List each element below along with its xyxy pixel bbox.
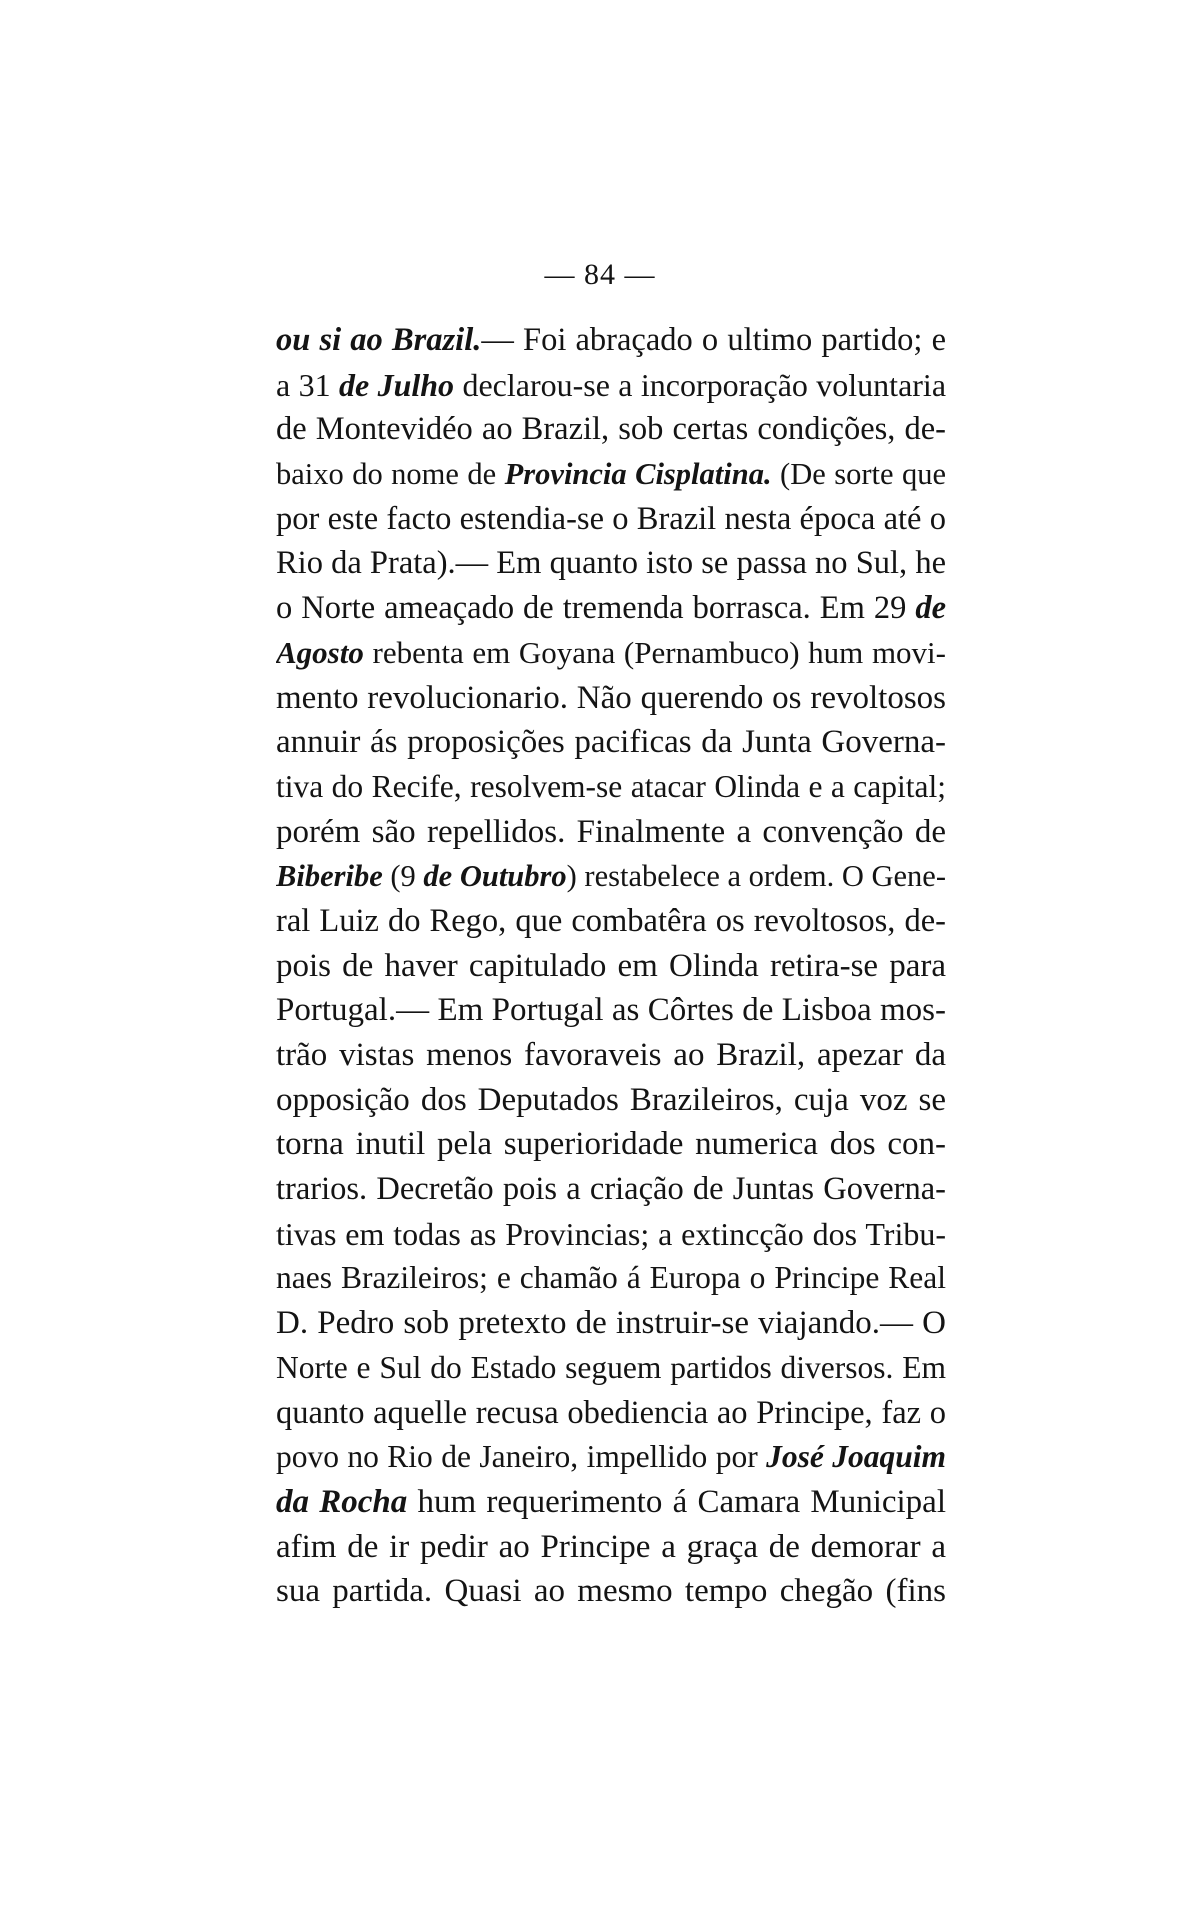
- text-line: [276, 1525, 946, 1570]
- text-run: trarios. Decretão pois a criação de Juntas Governa-: [276, 1171, 946, 1208]
- text-run: D. Pedro sob pretexto de instruir-se viajando.— O: [276, 1305, 946, 1342]
- text-line: [276, 1301, 946, 1346]
- text-run: rebenta em Goyana (Pernambuco) hum movi-: [363, 634, 946, 670]
- text-run: (9: [382, 859, 424, 894]
- italic-text: Biberibe: [276, 859, 383, 894]
- text-run: naes Brazileiros; e chamão á Europa o Principe Real: [276, 1260, 946, 1296]
- text-line: [276, 407, 946, 452]
- text-line: [276, 318, 946, 363]
- text-line: [276, 1569, 946, 1614]
- text-run: Portugal.— Em Portugal as Côrtes de Lisboa mos-: [276, 992, 946, 1029]
- text-run: o Norte ameaçado de tremenda borrasca. Em 29: [276, 590, 916, 627]
- italic-text: de Julho: [338, 366, 455, 403]
- text-run: mento revolucionario. Não querendo os revoltosos: [276, 679, 946, 716]
- text-line: [276, 586, 946, 631]
- text-line: [276, 1167, 946, 1212]
- text-run: ral Luiz do Rego, que combatêra os revoltosos, de-: [276, 902, 946, 939]
- italic-text: da Rocha: [276, 1483, 408, 1520]
- text-run: sua partida. Quasi ao mesmo tempo chegão (fins: [276, 1573, 946, 1610]
- text-run: a 31: [276, 366, 339, 403]
- text-run: declarou-se a incorporação voluntaria: [454, 366, 946, 403]
- italic-text: José Joaquim: [766, 1439, 946, 1475]
- body-text: [276, 318, 946, 1614]
- text-run: opposição dos Deputados Brazileiros, cuja voz se: [276, 1081, 946, 1118]
- text-line: [276, 1256, 946, 1301]
- italic-text: Provincia Cisplatina.: [504, 457, 772, 492]
- text-line: [276, 1435, 946, 1480]
- text-run: — Foi abraçado o ultimo partido; e: [481, 322, 946, 358]
- text-run: (De sorte que: [771, 457, 946, 492]
- text-run: afim de ir pedir ao Principe a graça de demorar a: [276, 1528, 946, 1565]
- text-line: [276, 363, 946, 408]
- text-line: [276, 899, 946, 944]
- text-line: [276, 720, 946, 765]
- text-run: hum requerimento á Camara Municipal: [407, 1483, 946, 1520]
- text-line: [276, 452, 946, 497]
- text-run: tiva do Recife, resolvem-se atacar Olinda e a capital;: [276, 768, 946, 804]
- text-run: Rio da Prata).— Em quanto isto se passa no Sul, he: [276, 545, 946, 582]
- text-run: de Montevidéo ao Brazil, sob certas condições, de-: [276, 411, 946, 448]
- text-line: [276, 1391, 946, 1436]
- italic-text: de Outubro: [423, 859, 567, 894]
- text-run: povo no Rio de Janeiro, impellido por: [276, 1439, 767, 1475]
- text-run: por este facto estendia-se o Brazil nesta época até o: [276, 500, 946, 537]
- text-run: torna inutil pela superioridade numerica dos con-: [276, 1126, 946, 1163]
- text-line: [276, 944, 946, 989]
- italic-text: ou si ao Brazil.: [276, 322, 482, 358]
- text-run: annuir ás proposições pacificas da Junta Governa-: [276, 724, 946, 761]
- text-line: [276, 676, 946, 721]
- italic-text: Agosto: [276, 634, 364, 670]
- text-run: trão vistas menos favoraveis ao Brazil, apezar da: [276, 1037, 946, 1073]
- text-line: [276, 631, 946, 676]
- text-line: [276, 988, 946, 1033]
- text-run: baixo do nome de: [276, 457, 505, 492]
- text-line: [276, 1480, 946, 1525]
- text-line: [276, 765, 946, 810]
- text-run: ) restabelece a ordem. O Gene-: [566, 859, 946, 894]
- text-run: Norte e Sul do Estado seguem partidos diversos. Em: [276, 1349, 946, 1385]
- text-line: [276, 1346, 946, 1391]
- text-line: [276, 1078, 946, 1123]
- italic-text: de: [915, 590, 946, 627]
- text-line: [276, 497, 946, 542]
- text-line: [276, 541, 946, 586]
- text-run: pois de haver capitulado em Olinda retira-se para: [276, 947, 946, 984]
- page-number: — 84 —: [544, 258, 656, 291]
- text-line: [276, 1122, 946, 1167]
- text-line: [276, 810, 946, 855]
- text-run: tivas em todas as Provincias; a extincção dos Tribu-: [276, 1215, 946, 1252]
- text-line: [276, 854, 946, 899]
- text-run: quanto aquelle recusa obediencia ao Principe, faz o: [276, 1394, 946, 1431]
- text-line: [276, 1212, 946, 1257]
- text-line: [276, 1033, 946, 1078]
- text-run: porém são repellidos. Finalmente a convenção de: [276, 813, 946, 850]
